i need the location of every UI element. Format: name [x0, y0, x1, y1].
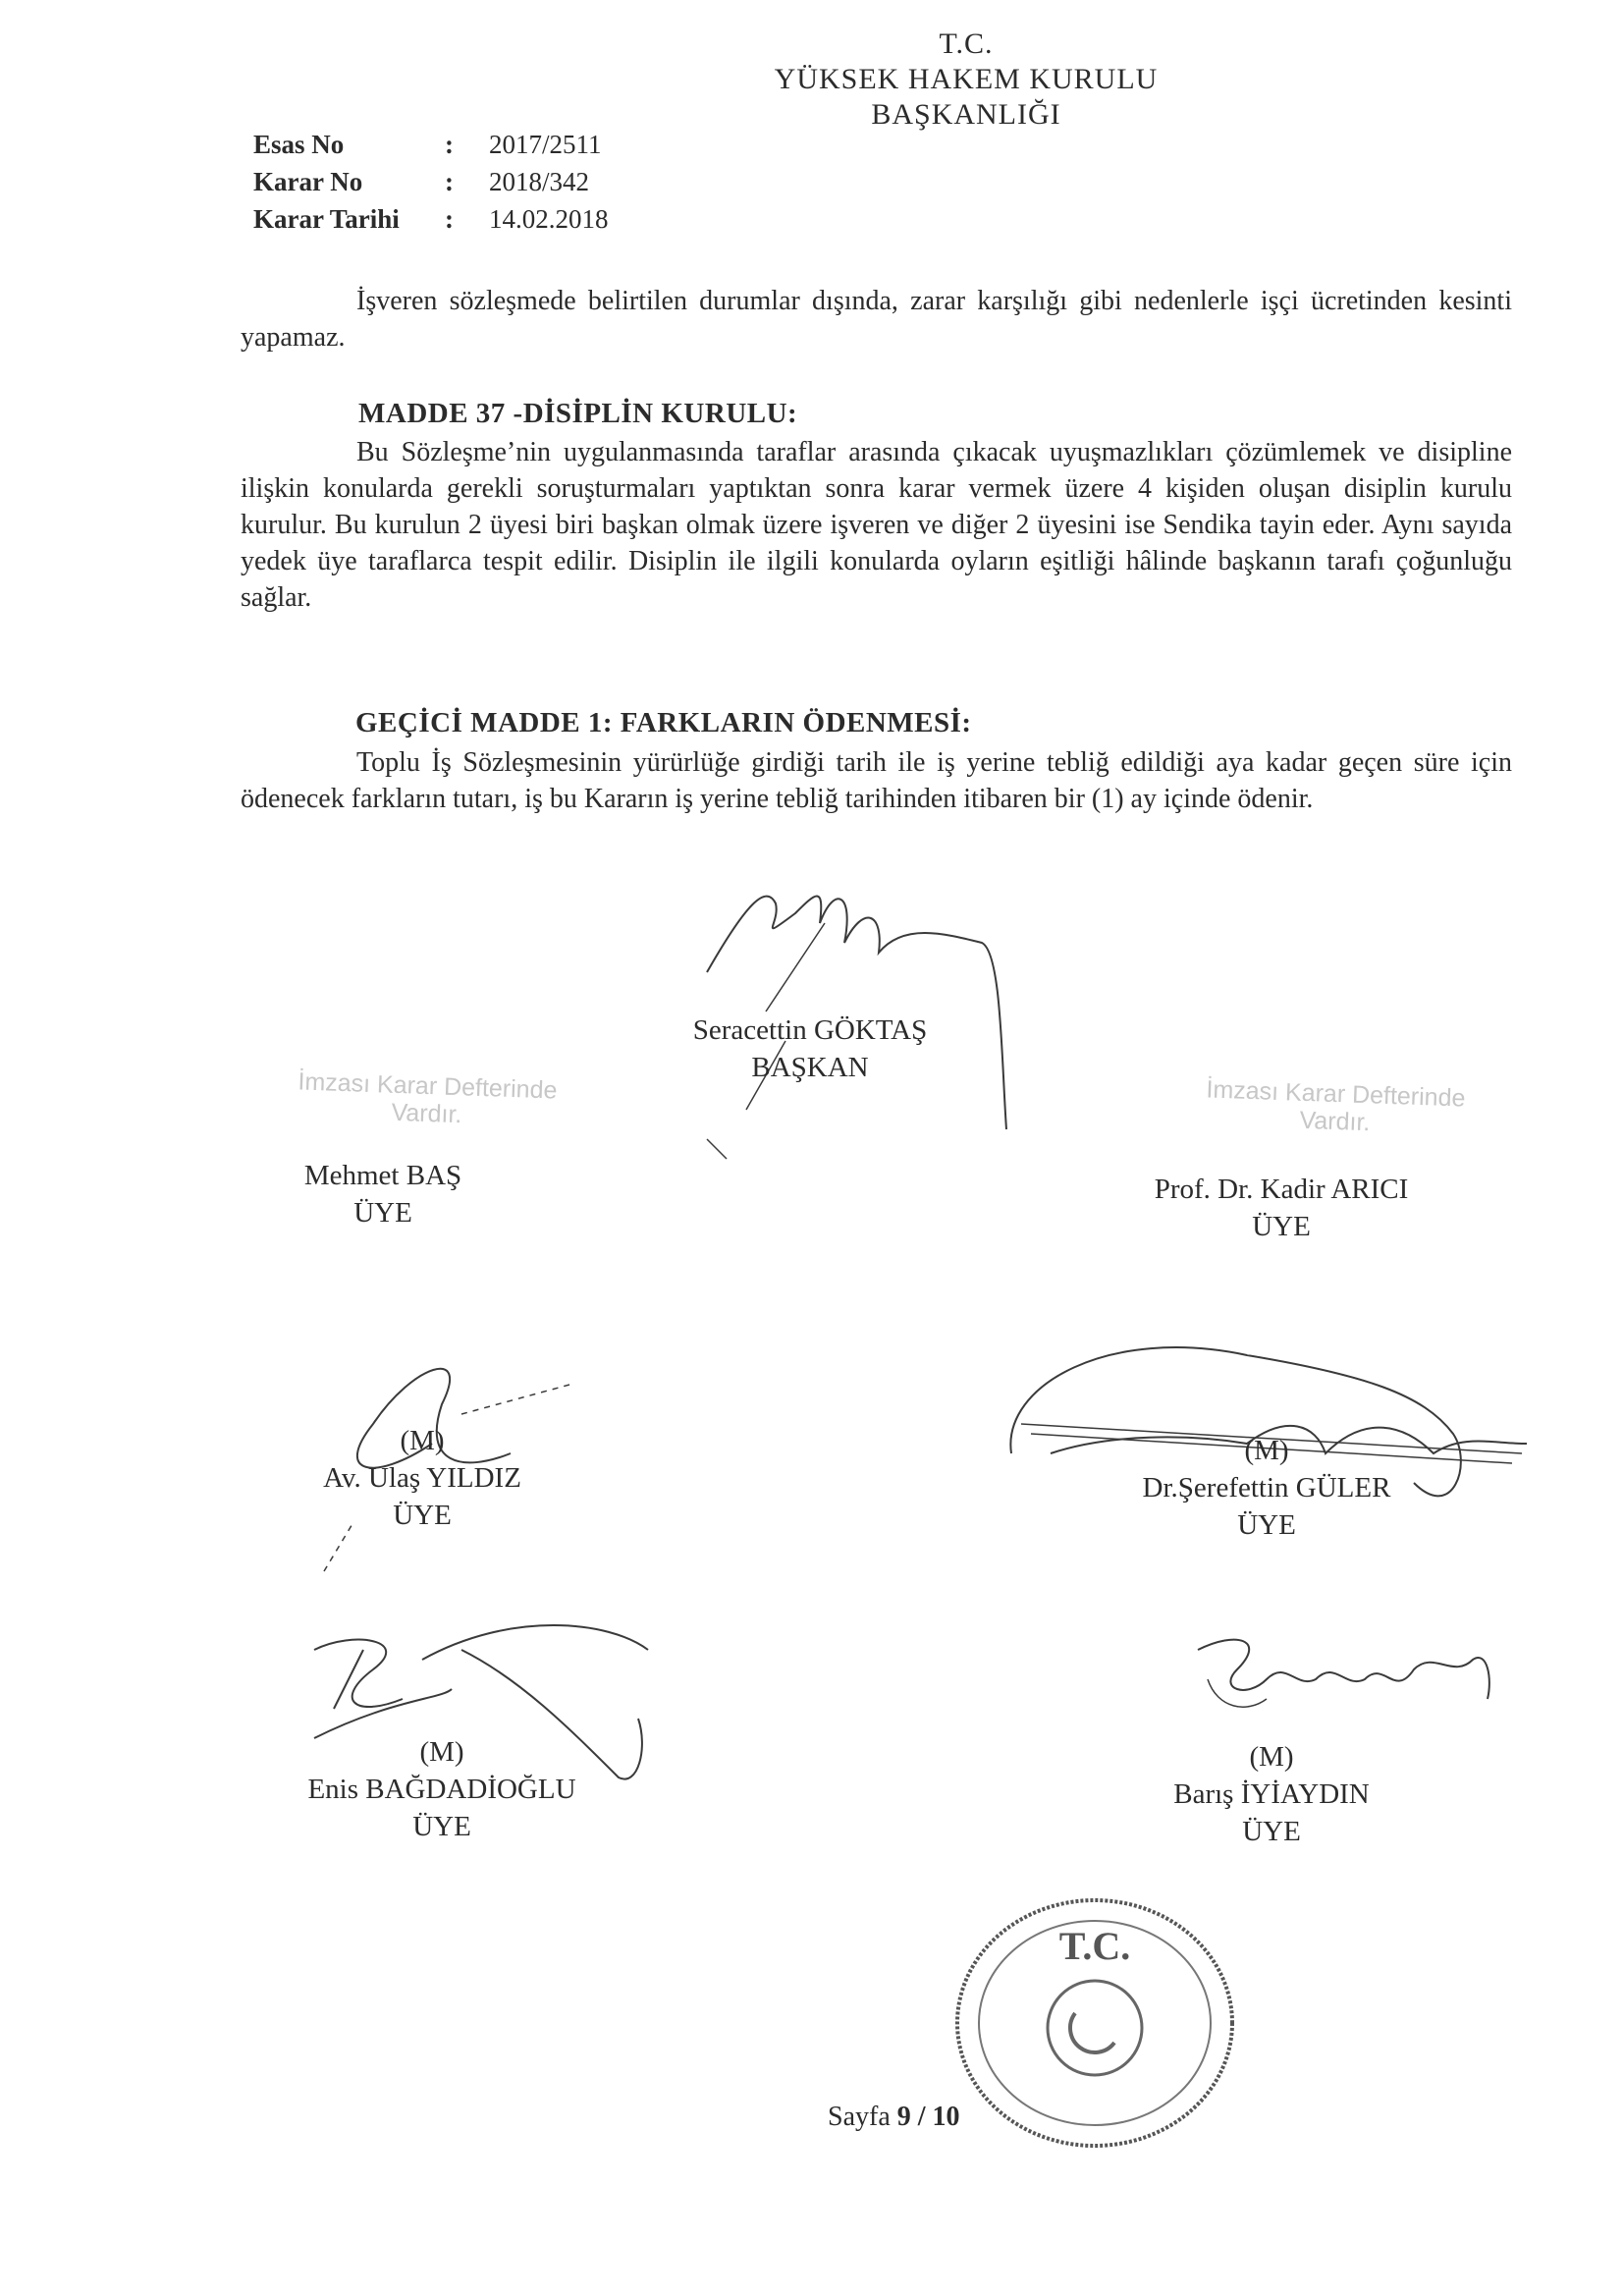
- gecici-madde-heading: GEÇİCİ MADDE 1: FARKLARIN ÖDENMESİ:: [355, 707, 972, 738]
- meta-colon: :: [445, 167, 454, 196]
- meta-label: Karar Tarihi: [253, 204, 400, 234]
- meta-colon: :: [445, 130, 454, 159]
- member-role: ÜYE: [1242, 1816, 1301, 1847]
- page-number: [828, 2102, 960, 2133]
- registry-note-line1: İmzası Karar Defterinde: [1206, 1075, 1466, 1113]
- signature-registry-note: [1172, 1074, 1498, 1140]
- president-role: BAŞKAN: [751, 1052, 869, 1083]
- president-block: [648, 1011, 972, 1086]
- member-baris-iyiaydin: [1119, 1738, 1424, 1850]
- member-mark: (M): [400, 1425, 445, 1456]
- member-ulas-yildiz: [285, 1422, 560, 1534]
- seal-text: T.C.: [1058, 1924, 1131, 1968]
- member-mark: (M): [1249, 1741, 1294, 1773]
- registry-note-line2: Vardır.: [1299, 1106, 1371, 1137]
- member-role: ÜYE: [1237, 1509, 1296, 1541]
- member-signature: [1178, 1620, 1502, 1738]
- page-separator: /: [917, 2102, 926, 2132]
- madde37-heading: MADDE 37 -DİSİPLİN KURULU:: [358, 398, 798, 429]
- registry-note-line1: İmzası Karar Defterinde: [298, 1067, 558, 1105]
- meta-esas-no: [253, 130, 602, 160]
- member-name: Enis BAĞDADİOĞLU: [307, 1774, 576, 1805]
- member-role: ÜYE: [412, 1811, 471, 1842]
- header-institution: YÜKSEK HAKEM KURULU: [774, 63, 1159, 95]
- member-name: Barış İYİAYDIN: [1173, 1778, 1370, 1810]
- page-label: Sayfa: [828, 2102, 891, 2132]
- member-name: Dr.Şerefettin GÜLER: [1142, 1472, 1391, 1503]
- meta-karar-no: [253, 167, 589, 197]
- header-tc: T.C.: [939, 27, 994, 60]
- meta-colon: :: [445, 204, 454, 234]
- member-mark: (M): [1244, 1435, 1289, 1466]
- member-role: ÜYE: [353, 1197, 412, 1229]
- signature-registry-note: [264, 1066, 590, 1132]
- member-role: ÜYE: [393, 1500, 452, 1531]
- meta-karar-tarihi: [253, 204, 609, 235]
- member-enis-bagdadioglu: [275, 1733, 609, 1845]
- meta-label: Karar No: [253, 167, 363, 196]
- gecici-madde-text: Toplu İş Sözleşmesinin yürürlüğe girdiği tarih ile iş yerine tebliğ edildiği aya kadar geçen süre için ödenecek farkların tutarı, iş bu Kararın iş yerine tebliğ tarihinden itibaren bir (1) ay içinde ödenir.: [241, 747, 1512, 814]
- header-presidency: BAŞKANLIĞI: [871, 98, 1061, 131]
- meta-value: 2017/2511: [489, 130, 602, 159]
- president-name: Seracettin GÖKTAŞ: [692, 1014, 928, 1046]
- member-role: ÜYE: [1252, 1211, 1311, 1242]
- member-name: Av. Ulaş YILDIZ: [323, 1462, 521, 1494]
- intro-paragraph: İşveren sözleşmede belirtilen durumlar dışında, zarar karşılığı gibi nedenlerle işçi ücretinden kesinti yapamaz.: [241, 286, 1512, 353]
- member-mehmet-bas: [245, 1157, 520, 1231]
- registry-note-line2: Vardır.: [391, 1098, 462, 1129]
- page-current: 9: [896, 2102, 911, 2132]
- official-seal: [947, 1886, 1242, 2160]
- meta-value: 14.02.2018: [489, 204, 609, 234]
- meta-label: Esas No: [253, 130, 345, 159]
- member-name: Prof. Dr. Kadir ARICI: [1154, 1174, 1409, 1205]
- meta-value: 2018/342: [489, 167, 590, 196]
- member-name: Mehmet BAŞ: [303, 1160, 462, 1191]
- madde37-text: Bu Sözleşme’nin uygulanmasında taraflar arasında çıkacak uyuşmazlıkları çözümlemek ve disipline ilişkin konularda gerekli soruşturmaları yaptıktan sonra karar vermek üzere 4 kişiden oluşan disiplin kurulu kurulur. Bu kurulun 2 üyesi biri başkan olmak üzere işveren ve diğer 2 üyesini ise Sendika tayin eder. Aynı sayıda yedek üye taraflarca tespit edilir. Disiplin ile ilgili konularda oyların eşitliği hâlinde başkanın tarafı çoğunluğu sağlar.: [241, 437, 1512, 613]
- member-mark: (M): [419, 1736, 464, 1768]
- page-total: 10: [932, 2102, 960, 2132]
- member-serefettin-guler: [1100, 1432, 1434, 1544]
- member-kadir-arici: [1105, 1171, 1458, 1245]
